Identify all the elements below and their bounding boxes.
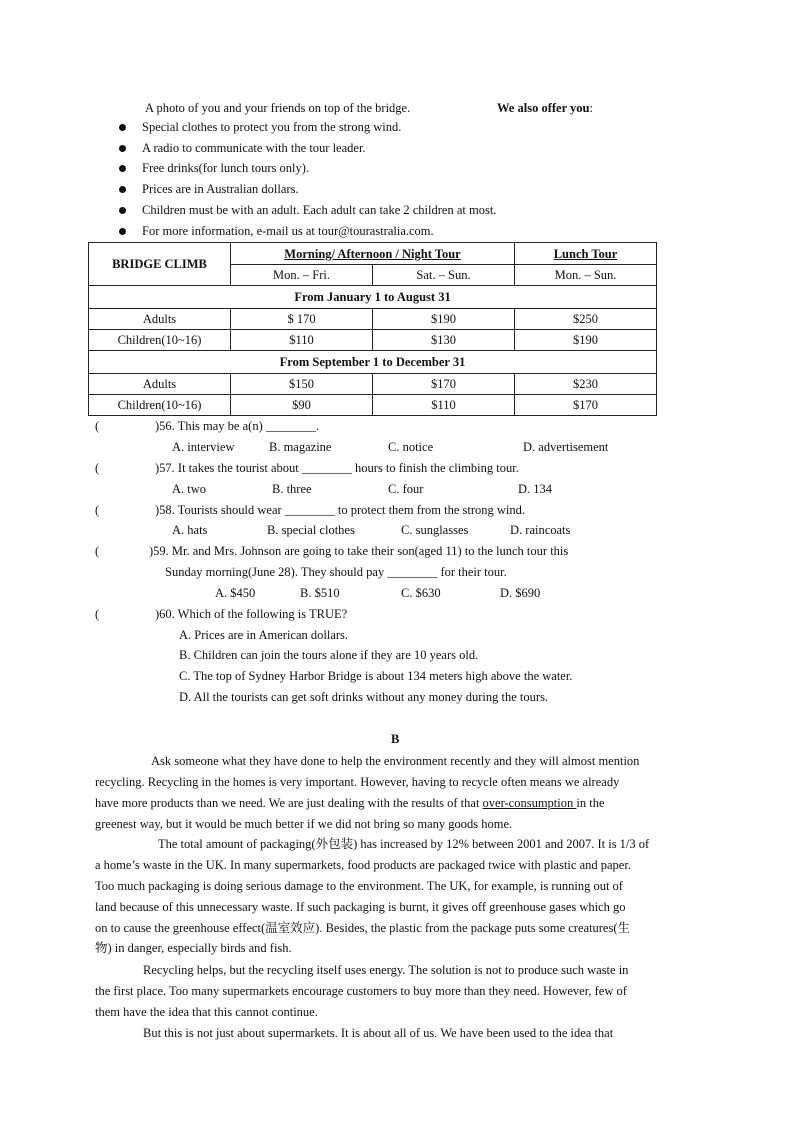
- table-cell: $110: [373, 395, 515, 416]
- bullet-dot: [119, 207, 126, 214]
- paragraph-line: them have the idea that this cannot continue.: [95, 1005, 318, 1019]
- paragraph-line: a home’s waste in the UK. In many supermarkets, food products are packaged twice with plastic and paper.: [95, 858, 631, 872]
- bullet-dot: [119, 124, 126, 131]
- table-period-row: From September 1 to December 31: [89, 351, 657, 374]
- option-a: A. hats: [172, 523, 208, 537]
- paragraph-line: have more products than we need. We are just dealing with the results of that over-consumption in the: [95, 796, 605, 810]
- table-subheader: Mon. – Fri.: [231, 265, 373, 286]
- bullet-dot: [119, 186, 126, 193]
- bullet-text: Free drinks(for lunch tours only).: [142, 161, 309, 175]
- paragraph-line: Recycling helps, but the recycling itself uses energy. The solution is not to produce such waste in: [143, 963, 629, 977]
- bullet-text: Children must be with an adult. Each adult can take 2 children at most.: [142, 203, 497, 217]
- answer-paren: (: [95, 503, 100, 517]
- table-cell: $90: [231, 395, 373, 416]
- table-cell: $190: [515, 330, 657, 351]
- option-b: B. magazine: [269, 440, 332, 454]
- table-subheader: Mon. – Sun.: [515, 265, 657, 286]
- option-a: A. interview: [172, 440, 235, 454]
- table-row: [89, 309, 657, 330]
- table-subheader: Sat. – Sun.: [373, 265, 515, 286]
- question-stem: )56. This may be a(n) ________.: [155, 419, 319, 433]
- photo-line: A photo of you and your friends on top of the bridge.: [145, 101, 411, 115]
- option-a: A. $450: [215, 586, 256, 600]
- paragraph-line: greenest way, but it would be much better if we did not bring so many goods home.: [95, 817, 513, 831]
- option-d: D. 134: [518, 482, 553, 496]
- paragraph-line: Ask someone what they have done to help the environment recently and they will almost mention: [151, 754, 640, 768]
- question-stem-continued: Sunday morning(June 28). They should pay ________ for their tour.: [165, 565, 507, 579]
- option-d: D. advertisement: [523, 440, 609, 454]
- table-cell: Children(10~16): [89, 395, 231, 416]
- table-cell: $ 170: [231, 309, 373, 330]
- price-table: [88, 242, 657, 416]
- paragraph-line: 物) in danger, especially birds and fish.: [95, 941, 292, 955]
- question-stem: )58. Tourists should wear ________ to protect them from the strong wind.: [155, 503, 526, 517]
- bullet-dot: [119, 228, 126, 235]
- bullet-dot: [119, 165, 126, 172]
- table-cell: $230: [515, 374, 657, 395]
- option-c: C. four: [388, 482, 424, 496]
- option-d: D. All the tourists can get soft drinks without any money during the tours.: [179, 690, 549, 704]
- option-c: C. sunglasses: [401, 523, 469, 537]
- table-cell: $190: [373, 309, 515, 330]
- option-a: A. two: [172, 482, 207, 496]
- paragraph-line: Too much packaging is doing serious damage to the environment. The UK, for example, is running out of: [95, 879, 623, 893]
- option-b: B. three: [272, 482, 312, 496]
- table-cell: $150: [231, 374, 373, 395]
- answer-paren: (: [95, 544, 100, 558]
- question-stem: )57. It takes the tourist about ________ hours to finish the climbing tour.: [155, 461, 519, 475]
- option-a: A. Prices are in American dollars.: [179, 628, 349, 642]
- section-heading: B: [391, 732, 400, 746]
- option-c: C. The top of Sydney Harbor Bridge is about 134 meters high above the water.: [179, 669, 573, 683]
- bullet-text: Prices are in Australian dollars.: [142, 182, 299, 196]
- option-b: B. Children can join the tours alone if they are 10 years old.: [179, 648, 479, 662]
- paragraph-line: recycling. Recycling in the homes is very important. However, having to recycle often means we already: [95, 775, 620, 789]
- option-b: B. special clothes: [267, 523, 355, 537]
- option-d: D. raincoats: [510, 523, 571, 537]
- table-group-header: Morning/ Afternoon / Night Tour: [231, 243, 515, 265]
- question-stem: )59. Mr. and Mrs. Johnson are going to take their son(aged 11) to the lunch tour this: [149, 544, 569, 558]
- table-row: [89, 330, 657, 351]
- option-d: D. $690: [500, 586, 541, 600]
- answer-paren: (: [95, 607, 100, 621]
- table-row: [89, 395, 657, 416]
- table-period-row: From January 1 to August 31: [89, 286, 657, 309]
- table-cell: $250: [515, 309, 657, 330]
- bullet-dot: [119, 145, 126, 152]
- table-cell: $130: [373, 330, 515, 351]
- answer-paren: (: [95, 419, 100, 433]
- table-cell: $170: [515, 395, 657, 416]
- table-cell: $110: [231, 330, 373, 351]
- table-cell: Adults: [89, 309, 231, 330]
- option-b: B. $510: [300, 586, 340, 600]
- table-corner-cell: BRIDGE CLIMB: [89, 243, 231, 286]
- table-group-header: Lunch Tour: [515, 243, 657, 265]
- paragraph-line: The total amount of packaging(外包装) has increased by 12% between 2001 and 2007. It is 1/3 of: [158, 837, 650, 851]
- table-cell: $170: [373, 374, 515, 395]
- paragraph-line: the first place. Too many supermarkets encourage customers to buy more than they need. However, few of: [95, 984, 627, 998]
- bullet-text: For more information, e-mail us at tour@tourastralia.com.: [142, 224, 434, 238]
- paragraph-line: on to cause the greenhouse effect(温室效应). Besides, the plastic from the package puts some creatures(生: [95, 921, 631, 935]
- table-cell: Children(10~16): [89, 330, 231, 351]
- paragraph-line: But this is not just about supermarkets. It is about all of us. We have been used to the idea that: [143, 1026, 614, 1040]
- option-c: C. notice: [388, 440, 434, 454]
- bullet-text: A radio to communicate with the tour leader.: [142, 141, 366, 155]
- table-cell: Adults: [89, 374, 231, 395]
- bullet-text: Special clothes to protect you from the strong wind.: [142, 120, 402, 134]
- option-c: C. $630: [401, 586, 441, 600]
- question-stem: )60. Which of the following is TRUE?: [155, 607, 348, 621]
- also-offer-heading: We also offer you:: [497, 101, 593, 115]
- underlined-term: over-consumption: [482, 796, 577, 810]
- paragraph-line: land because of this unnecessary waste. If such packaging is burnt, it gives off greenhouse gases which go: [95, 900, 626, 914]
- answer-paren: (: [95, 461, 100, 475]
- table-row: [89, 374, 657, 395]
